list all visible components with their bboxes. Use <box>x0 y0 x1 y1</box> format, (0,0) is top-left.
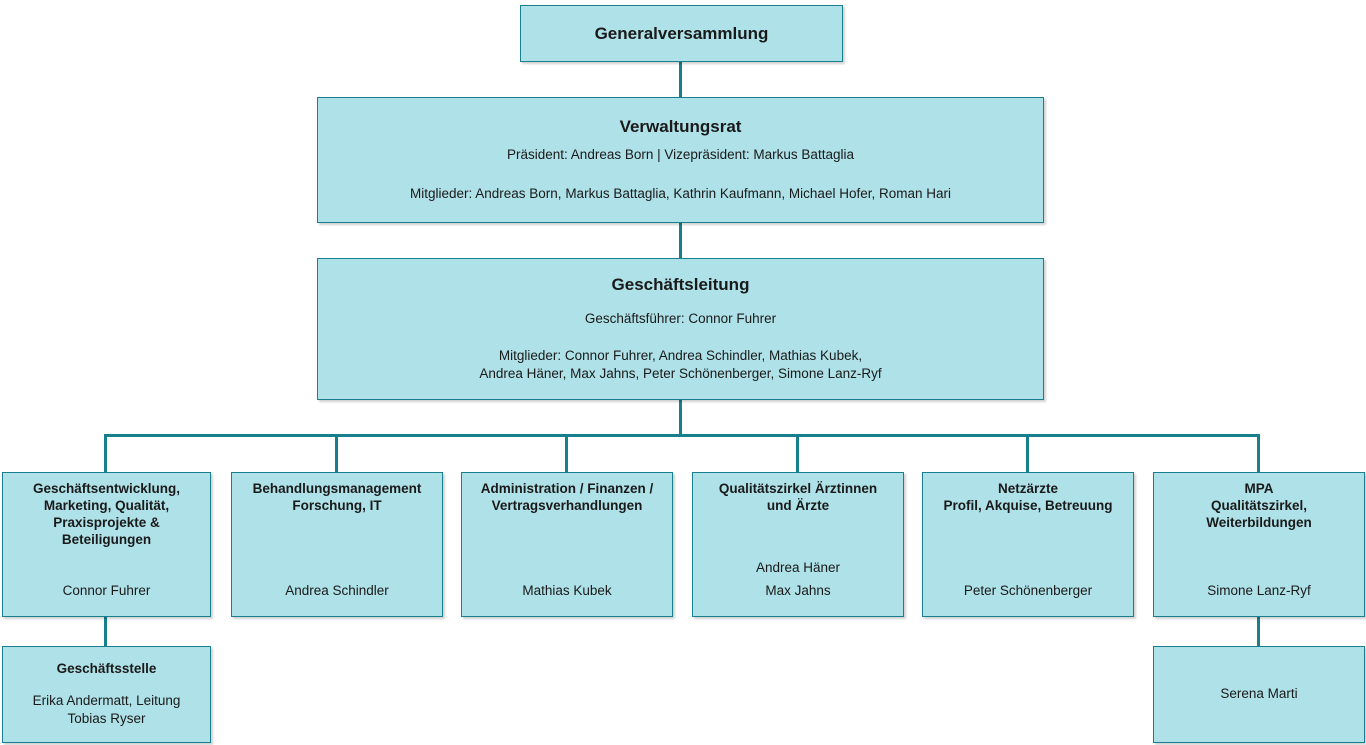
node-person-line1: Erika Andermatt, Leitung <box>32 692 181 708</box>
connector-bus-dept-4 <box>796 434 799 472</box>
connector-bus <box>104 434 1259 437</box>
node-person-line1: Andrea Häner <box>755 559 841 575</box>
node-department-4[interactable] <box>692 472 904 617</box>
node-title-line2: Vertragsverhandlungen <box>491 497 643 513</box>
node-members-line2: Andrea Häner, Max Jahns, Peter Schönenberger, Simone Lanz-Ryf <box>479 366 882 382</box>
node-person-line2: Max Jahns <box>765 583 831 599</box>
node-title: Geschäftsstelle <box>56 660 157 676</box>
node-title-line1: Behandlungsmanagement <box>252 481 422 496</box>
node-person-line1: Connor Fuhrer <box>62 583 151 599</box>
node-person-line1: Andrea Schindler <box>285 583 389 599</box>
connector-gl-bus <box>679 400 682 436</box>
connector-gv-vr <box>679 62 682 97</box>
node-person-line1: Simone Lanz-Ryf <box>1207 583 1311 599</box>
node-title-line1: MPA <box>1244 481 1274 496</box>
node-title-line2: und Ärzte <box>766 497 830 513</box>
node-title-line1: Qualitätszirkel Ärztinnen <box>718 481 878 496</box>
node-department-2[interactable] <box>231 472 443 617</box>
node-geschaeftsstelle[interactable] <box>2 646 211 743</box>
node-title-line1: Netzärzte <box>997 481 1059 496</box>
connector-bus-dept-6 <box>1257 434 1260 472</box>
connector-dept6-serena <box>1257 617 1260 646</box>
node-title-line4: Beteiligungen <box>61 531 152 547</box>
node-verwaltungsrat[interactable] <box>317 97 1044 223</box>
node-title: Generalversammlung <box>594 23 769 43</box>
node-title-line2: Profil, Akquise, Betreuung <box>943 497 1113 513</box>
node-department-6[interactable] <box>1153 472 1365 617</box>
node-title-line2: Marketing, Qualität, <box>43 497 170 513</box>
connector-bus-dept-3 <box>565 434 568 472</box>
node-title: Geschäftsleitung <box>611 275 750 295</box>
node-person-line1: Serena Marti <box>1220 686 1298 702</box>
connector-bus-dept-2 <box>335 434 338 472</box>
connector-dept1-geschaeftsstelle <box>104 617 107 646</box>
node-department-5[interactable] <box>922 472 1134 617</box>
node-person-line1: Peter Schönenberger <box>963 583 1093 599</box>
node-geschaeftsleitung[interactable] <box>317 258 1044 400</box>
node-members: Mitglieder: Andreas Born, Markus Battaglia, Kathrin Kaufmann, Michael Hofer, Roman Hari <box>409 186 951 202</box>
node-title-line1: Geschäftsentwicklung, <box>32 481 181 496</box>
node-title-line3: Praxisprojekte & <box>53 514 160 530</box>
connector-bus-dept-1 <box>104 434 107 472</box>
node-department-1[interactable] <box>2 472 211 617</box>
connector-bus-dept-5 <box>1026 434 1029 472</box>
node-person-line2: Tobias Ryser <box>67 710 146 726</box>
node-department-3[interactable] <box>461 472 673 617</box>
node-members-line1: Mitglieder: Connor Fuhrer, Andrea Schindler, Mathias Kubek, <box>498 348 863 364</box>
node-roles: Präsident: Andreas Born | Vizepräsident: Markus Battaglia <box>507 146 854 162</box>
node-title-line2: Forschung, IT <box>292 497 382 513</box>
node-title-line2: Qualitätszirkel, <box>1210 497 1308 513</box>
node-roles: Geschäftsführer: Connor Fuhrer <box>584 310 777 326</box>
connector-vr-gl <box>679 223 682 258</box>
node-serena-marti[interactable] <box>1153 646 1365 743</box>
node-generalversammlung[interactable] <box>520 5 843 62</box>
node-title-line3: Weiterbildungen <box>1206 514 1312 530</box>
node-person-line1: Mathias Kubek <box>522 583 612 599</box>
node-title-line1: Administration / Finanzen / <box>480 481 654 496</box>
node-title: Verwaltungsrat <box>619 117 742 137</box>
